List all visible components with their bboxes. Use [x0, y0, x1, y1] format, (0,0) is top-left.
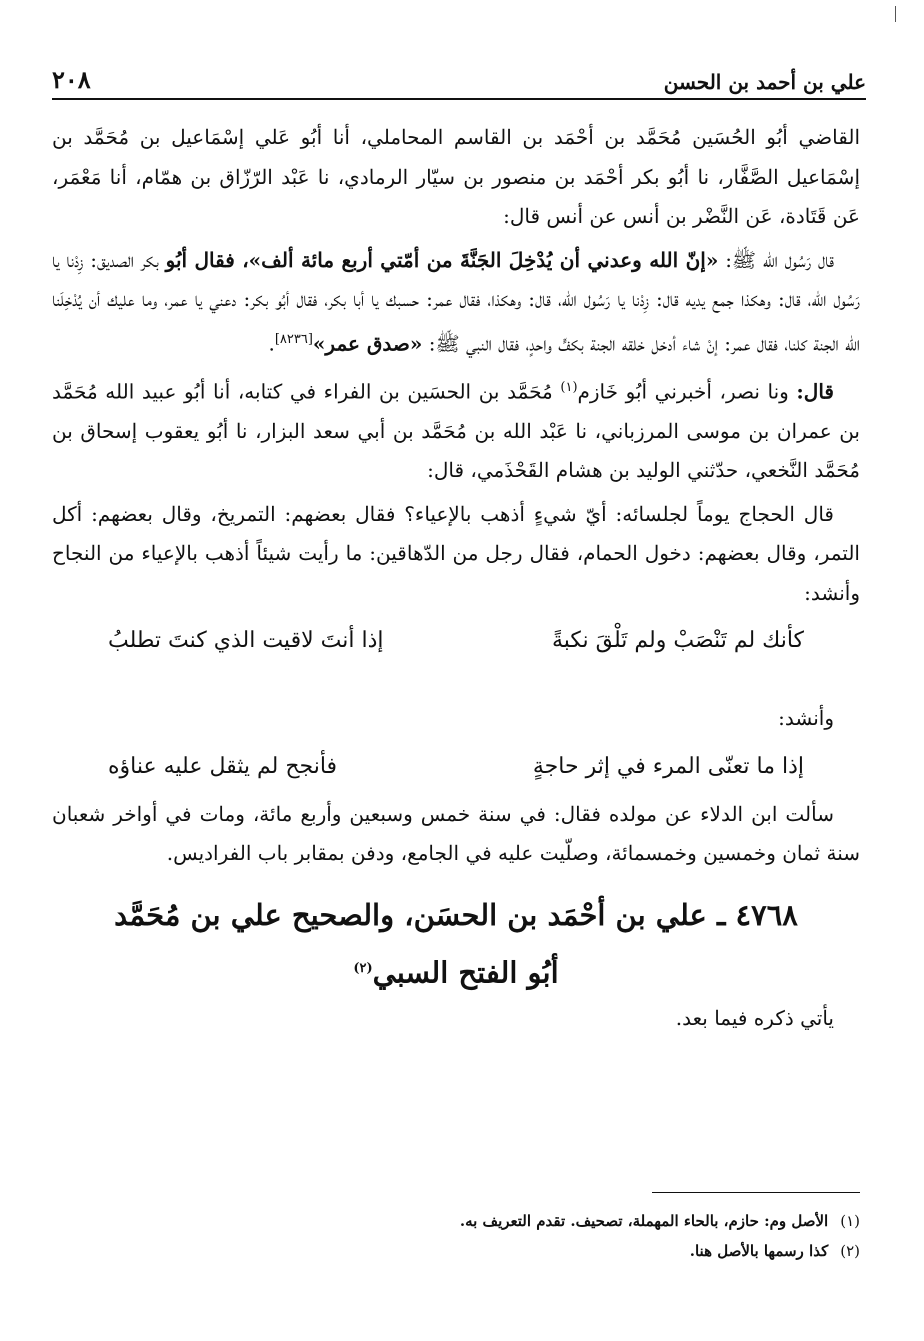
- isnad-2-rest: مُحَمَّد بن الحسَين بن الفراء في كتابه، أنا أبُو عبيد الله مُحَمَّد بن عمران بن موسى المرزباني، نا عَبْد الله بن مُحَمَّد بن أبي سعد البزار، نا أبُو يعقوب إسحاق بن مُحَمَّد النَّخعي، حدّثني الوليد بن هشام القَحْذَمي، قال:: [52, 379, 860, 483]
- verse-2-second-hemistich: فأنجح لم يثقل عليه عناؤه: [108, 753, 338, 779]
- footnote-marker-2: (٢): [353, 960, 373, 976]
- hadith-reference: [٨٢٣٦]: [274, 331, 313, 347]
- verse-spacer: [52, 669, 860, 699]
- paragraph-isnad-2: [52, 368, 860, 491]
- footnote-1: [52, 1206, 860, 1236]
- footnote-marker-1: (١): [560, 379, 578, 395]
- verse-1-first-hemistich: كأنك لم تَنْصَبْ ولم تَلْقَ نكبةً: [551, 628, 804, 654]
- isnad-2-start: ونا نصر، أخبرني أبُو خَازم: [577, 379, 797, 404]
- entry-title: ٤٧٦٨ ـ علي بن أحْمَد بن الحسَن، والصحيح علي بن مُحَمَّد: [114, 897, 798, 932]
- hadith-text: «إنّ الله وعدني أن يُدْخِلَ الجَنَّةَ من أمّتي أربع مائة ألف»، فقال أبُو: [165, 247, 719, 272]
- hadith-closing: «صدق عمر»: [312, 331, 423, 356]
- paragraph-anshad: وأنشد:: [778, 706, 834, 731]
- footnote-2: [52, 1236, 860, 1266]
- hadith-end: .: [268, 331, 275, 356]
- paragraph-hajjaj: قال الحجاج يوماً لجلسائه: أيّ شيءٍ أذهب بالإعياء؟ فقال بعضهم: التمريخ، وقال بعضهم: أكل التمر، وقال بعضهم: دخول الحمام، فقال رجل من الدّهاقين: ما رأيت شيئاً أذهب بالإعياء من النجاح وأنشد:: [52, 501, 860, 605]
- paragraph-hadith: [52, 241, 860, 364]
- entry-subtitle-text: أبُو الفتح السبي: [372, 955, 559, 990]
- hadith-intro: قال رَسُول الله ﷺ:: [718, 247, 834, 272]
- page-header: [52, 60, 866, 100]
- verse-2: [52, 743, 860, 791]
- footnotes: [52, 1206, 860, 1266]
- footnote-2-text: كذا رسمها بالأصل هنا.: [689, 1242, 829, 1260]
- verse-2-first-hemistich: إذا ما تعنّى المرء في إثر حاجةٍ: [532, 753, 804, 779]
- footnote-1-text: الأصل وم: حازم، بالحاء المهملة، تصحيف. تقدم التعريف به.: [459, 1212, 829, 1230]
- paragraph-birth-death: سألت ابن الدلاء عن مولده فقال: في سنة خمس وسبعين وأربع مائة، ومات في أواخر شعبان سنة ثمان وخمسين وخمسمائة، وصلّيت عليه في الجامع، ودفن بمقابر باب الفراديس.: [52, 801, 860, 866]
- qal-label: قال:: [796, 379, 834, 404]
- footnote-2-number: (٢): [840, 1242, 860, 1260]
- paragraph-isnad-1: القاضي أبُو الحُسَين مُحَمَّد بن أحْمَد بن القاسم المحاملي، أنا أبُو عَلي إسْمَاعيل بن مُحَمَّد بن إسْمَاعيل الصَّفَّار، نا أبُو بكر أحْمَد بن منصور بن سيّار الرمادي، نا عَبْد الرّزّاق بن همّام، أنا مَعْمَر، عَن قَتَادة، عَن النَّضْر بن أنس عن أنس قال:: [52, 125, 860, 228]
- verse-1: [52, 617, 860, 665]
- footnote-divider: [652, 1192, 860, 1193]
- page-body: [52, 118, 860, 1043]
- entry-subtitle: [52, 942, 860, 1000]
- hadith-continuation: بكر الصديق: زِدْنا يا رَسُول الله، قال: وهكذا جمع يديه قال: زِدْنا يا رَسُول الله، قال: وهكذا، فقال عمر: حسبك يا أبا بكر، فقال أبُو بكر: دعني يا عمر، وما عليك أن يُدْخِلَنا الله الجنة كلنا، فقال عمر: إنْ شاء أدخل خلقه الجنة بكفٍّ واحدٍ، فقال النبي ﷺ:: [52, 247, 860, 356]
- margin-mark: [895, 6, 896, 22]
- running-title: علي بن أحمد بن الحسن: [663, 70, 866, 94]
- paragraph-cross-reference: يأتي ذكره فيما بعد.: [675, 1006, 834, 1031]
- page-number: ٢٠٨: [52, 65, 91, 94]
- footnote-1-number: (١): [840, 1212, 860, 1230]
- verse-1-second-hemistich: إذا أنتَ لاقيت الذي كنتَ تطلبُ: [108, 628, 384, 654]
